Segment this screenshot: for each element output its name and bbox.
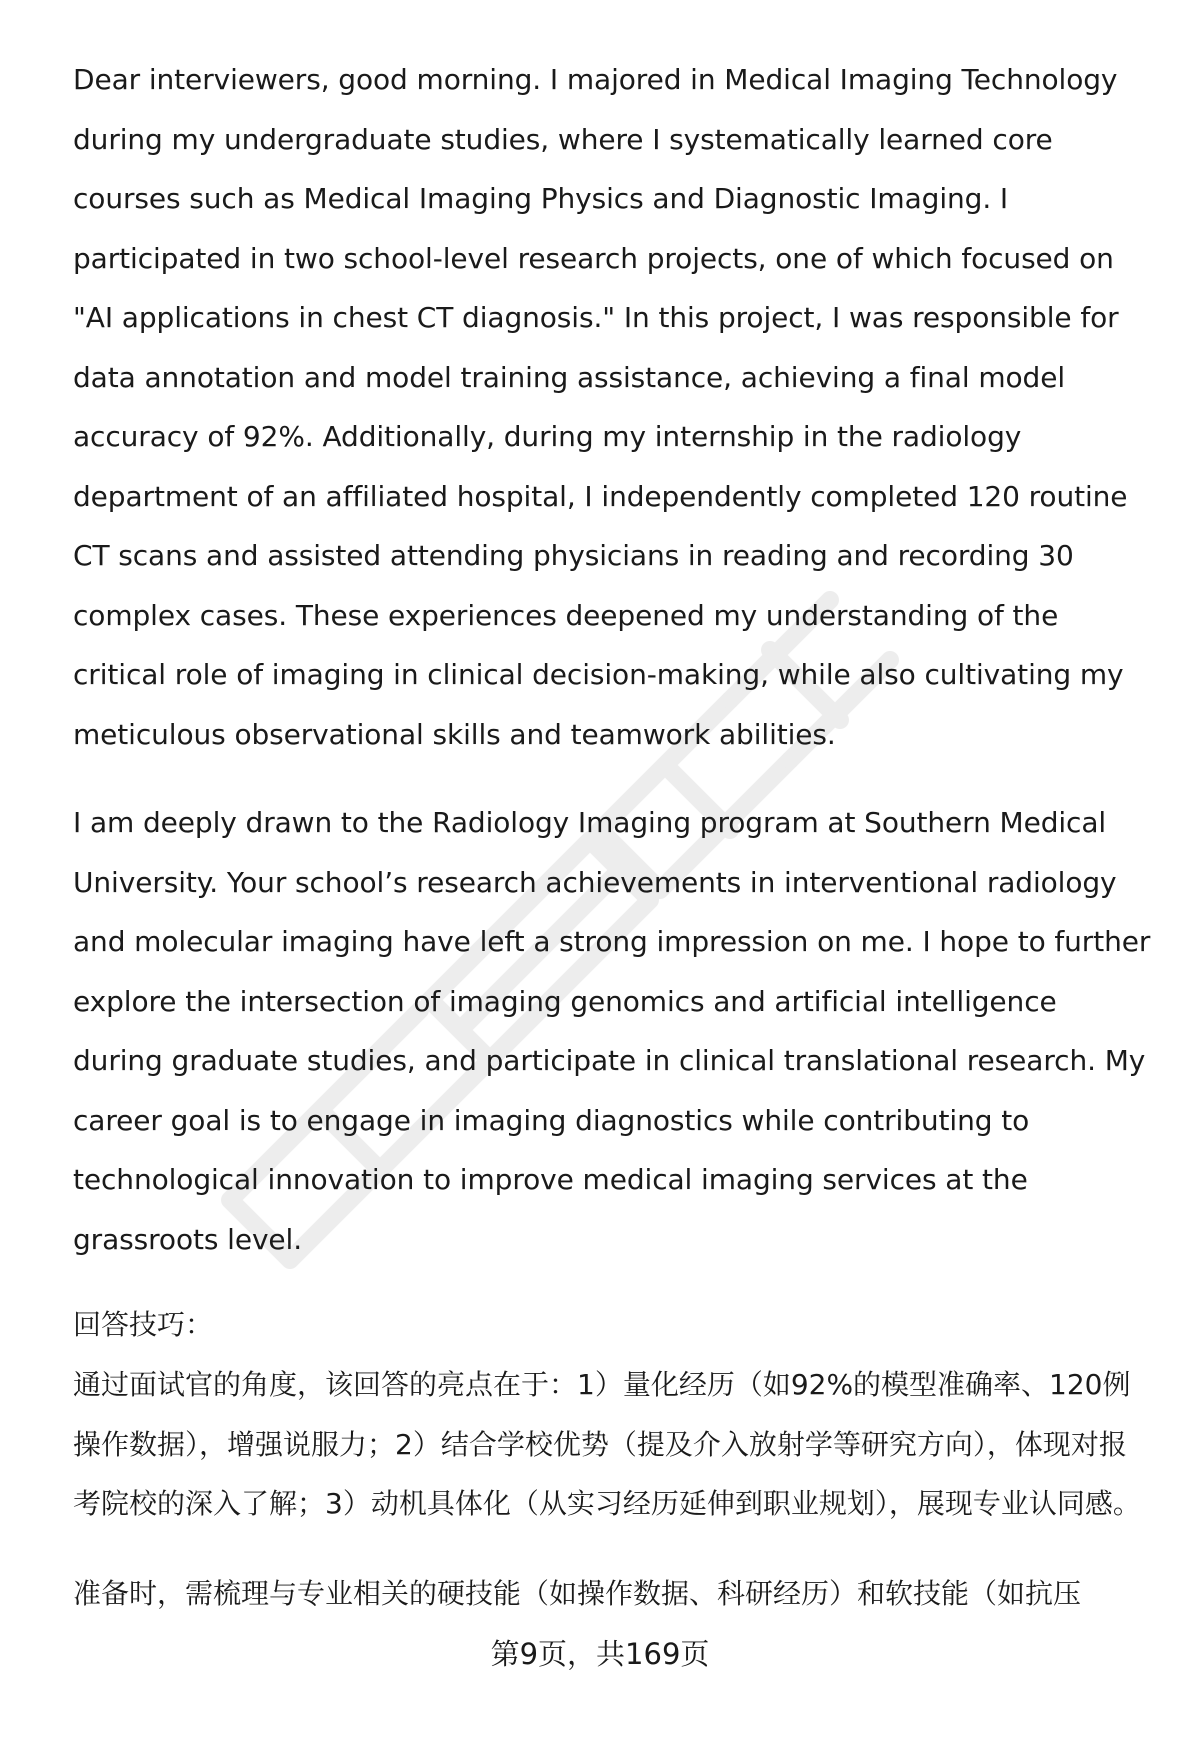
tips-title: 回答技巧： [73,1308,214,1341]
prep-paragraph: 准备时，需梳理与专业相关的硬技能（如操作数据、科研经历）和软技能（如抗压 [73,1576,1082,1610]
paragraph-motivation: I am deeply drawn to the Radiology Imaging program at Southern Medical University. Your school’s research achievements in interventional radiology and molecular imaging have left a strong impression on me. I hope to further explore the intersection of imaging genomics and artificial intelligence during graduate studies, and participate in clinical translational research. My career goal is to engage in imaging diagnostics while contributing to technological innovation to improve medical imaging services at the grassroots level. [73,806,1151,1256]
tips-paragraph: 通过面试官的角度，该回答的亮点在于：1）量化经历（如92%的模型准确率、120例操作数据），增强说服力；2）结合学校优势（提及介入放射学等研究方向），体现对报考院校的深入了解；3）动机具体化（从实习经历延伸到职业规划），展现专业认同感。 [73,1368,1141,1520]
page-number: 第9页，共169页 [490,1637,710,1671]
tips-section [73,1295,1153,1623]
paragraph-introduction: Dear interviewers, good morning. I majored in Medical Imaging Technology during my undergraduate studies, where I systematically learned core courses such as Medical Imaging Physics and Diagnostic Imaging. I participated in two school-level research projects, one of which focused on "AI applications in chest CT diagnosis." In this project, I was responsible for data annotation and model training assistance, achieving a final model accuracy of 92%. Additionally, during my internship in the radiology department of an affiliated hospital, I independently completed 120 routine CT scans and assisted attending physicians in reading and recording 30 complex cases. These experiences deepened my understanding of the critical role of imaging in clinical decision-making, while also cultivating my meticulous observational skills and teamwork abilities. [73,63,1128,751]
document-body [73,50,1153,1651]
